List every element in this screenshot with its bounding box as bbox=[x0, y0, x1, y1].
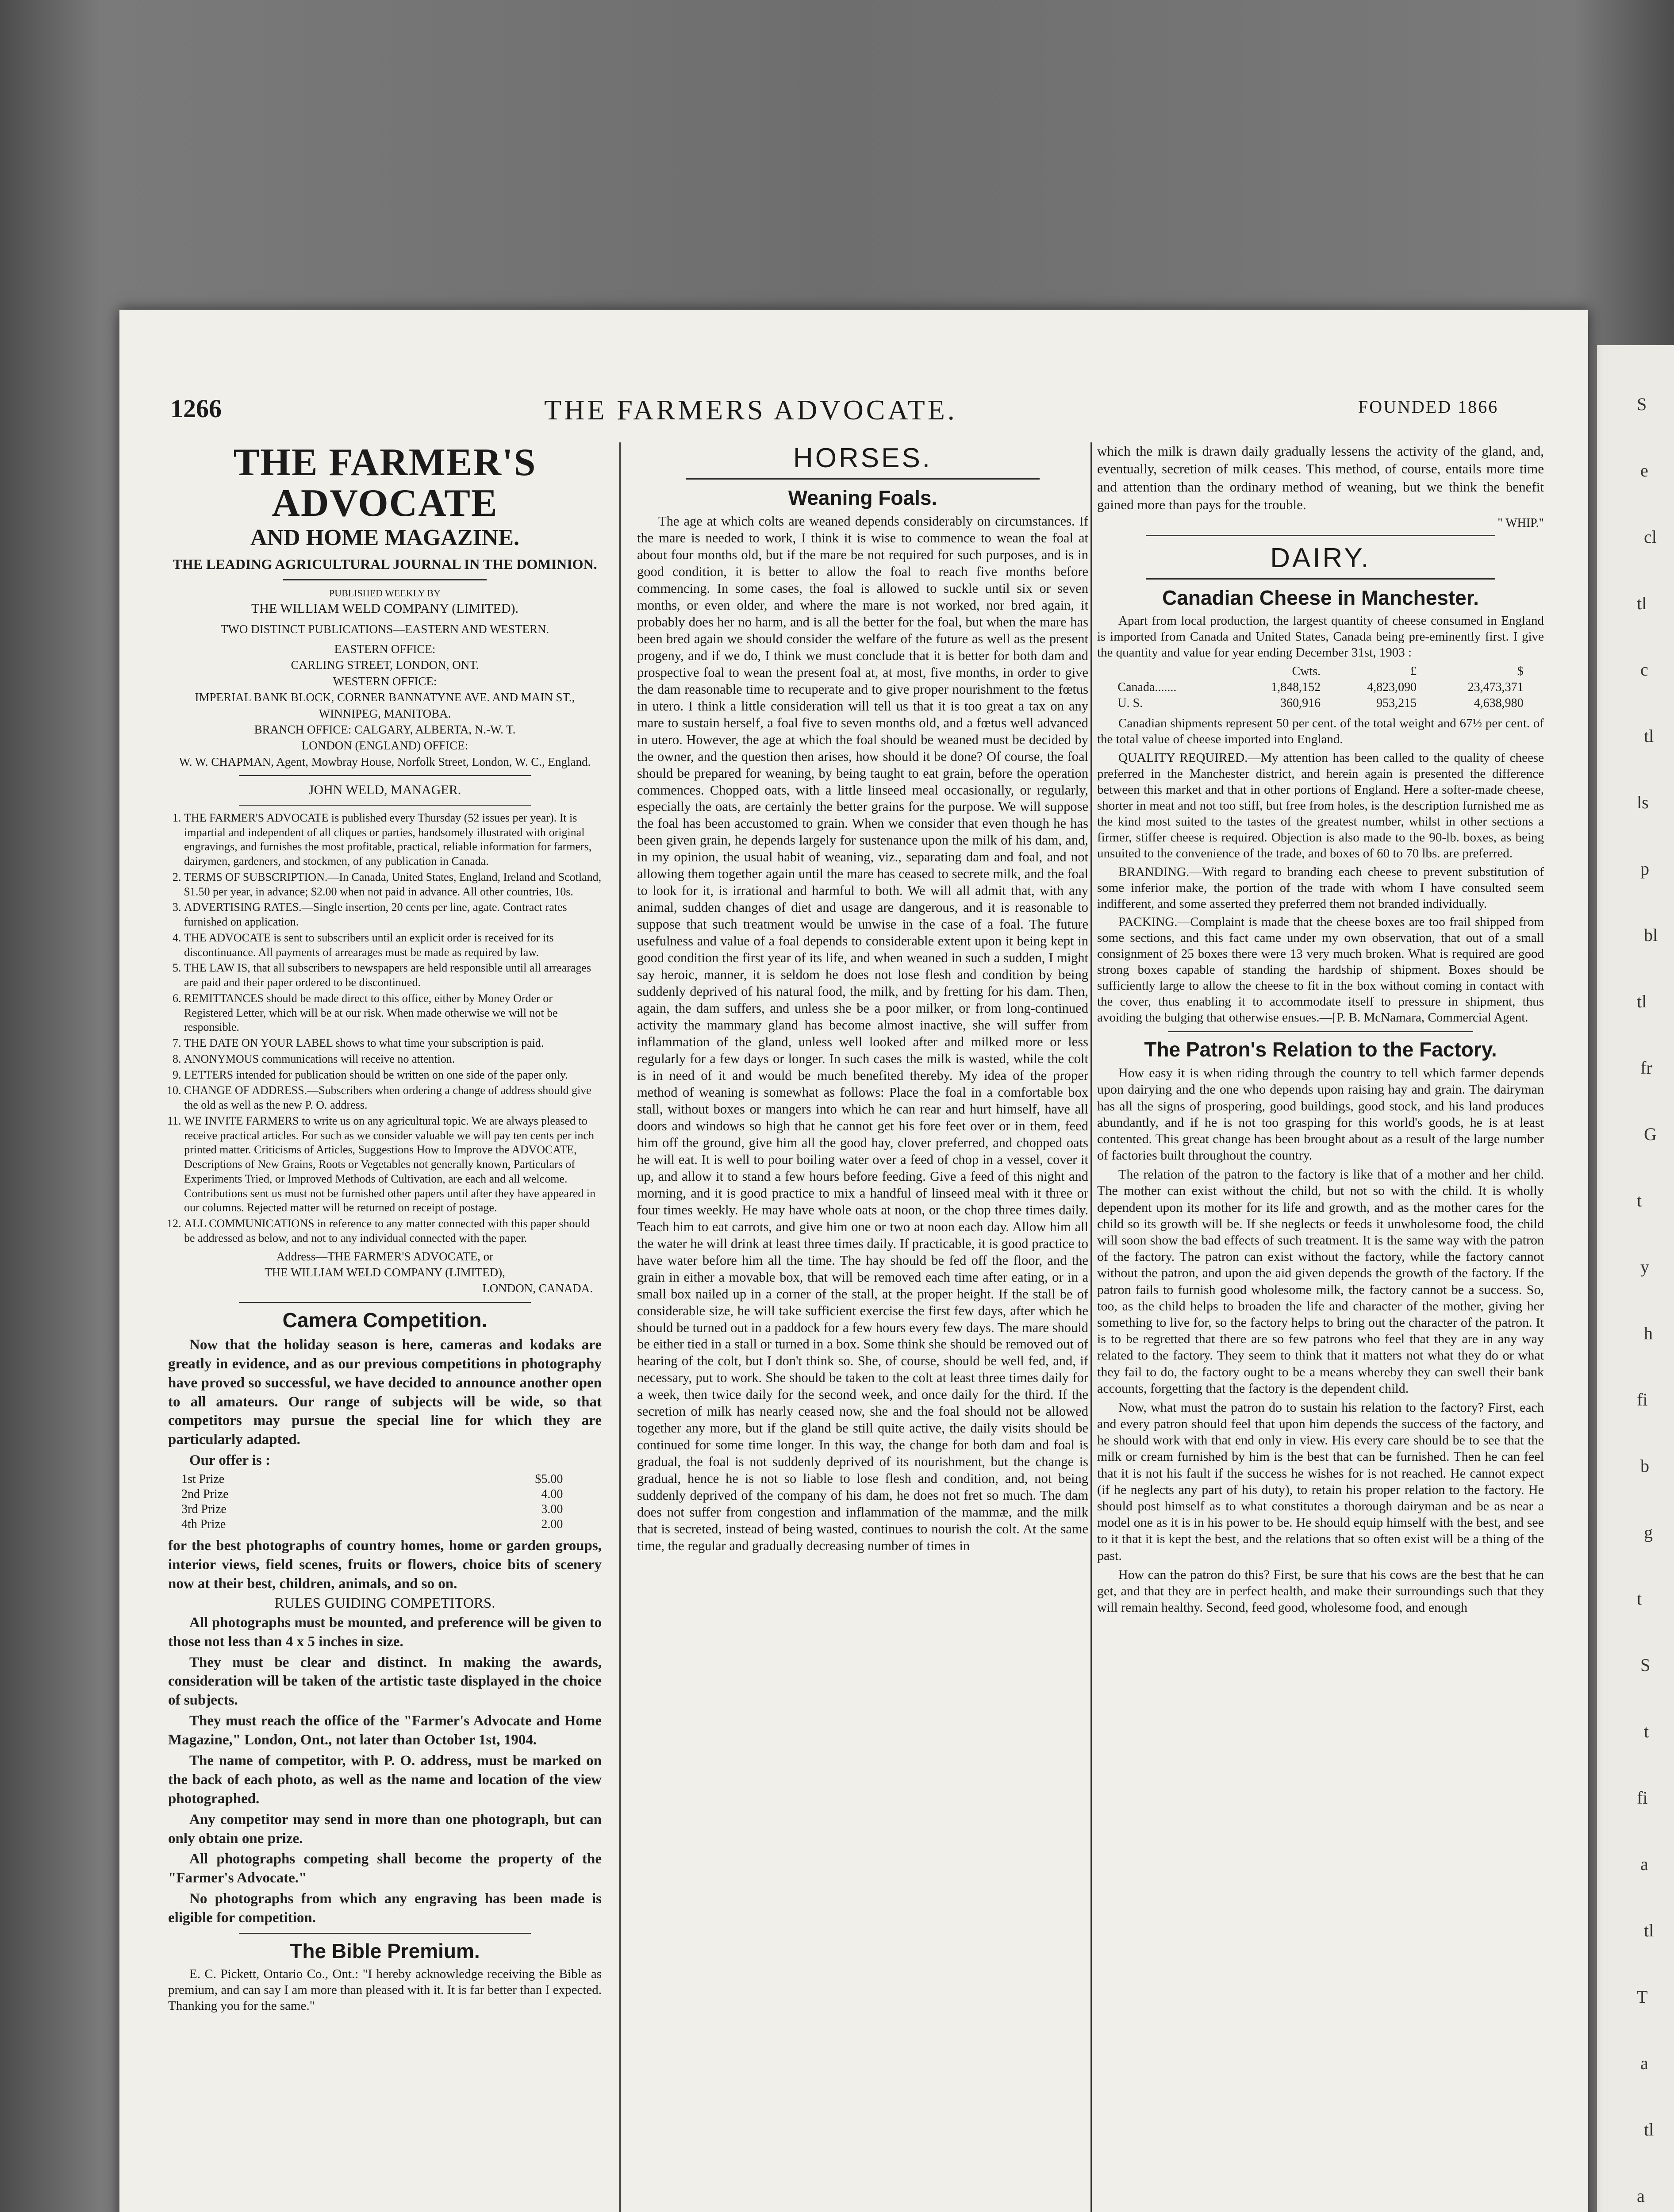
prize-value: $5.00 bbox=[535, 1472, 563, 1486]
eastern-office-address: CARLING STREET, LONDON, ONT. bbox=[291, 658, 479, 672]
masthead-tagline: THE LEADING AGRICULTURAL JOURNAL IN THE DOMINION. bbox=[173, 556, 597, 572]
table-cell: 953,215 bbox=[1376, 696, 1417, 710]
prize-table bbox=[181, 1472, 563, 1532]
terms-item: 11. WE INVITE FARMERS to write us on any agricultural topic. We are always pleased to receive practical articles. For such as we consider valuable we will pay ten cents per inch printed matter. Criticisms of Articles, Suggestions How to Improve the ADVOCATE, Descriptions of New Grains, Roots or Vegetables not generally known, Particulars of Experiments Tried, or Improved Methods of Cultivation, are each and all welcome. Contributions sent us must not be furnished other papers until after they have appeared in our columns. Rejected matter will be returned on receipt of postage. bbox=[184, 1114, 602, 1215]
prize-label: 3rd Prize bbox=[181, 1502, 227, 1517]
facing-page-fragment: tl bbox=[1644, 726, 1654, 746]
divider bbox=[1146, 535, 1495, 536]
camera-intro: Now that the holiday season is here, cameras and kodaks are greatly in evidence, and as our previous competitions in photography have proved so successful, we have decided to announce another open to all amateurs. Our range of subjects will be wide, so that competitors may pursue the special line for which they are particularly adapted. bbox=[168, 1336, 602, 1448]
prize-value: 4.00 bbox=[541, 1487, 563, 1502]
column-rule bbox=[619, 442, 621, 2212]
table-header: $ bbox=[1517, 664, 1524, 679]
column-right bbox=[1097, 442, 1544, 1618]
column-middle bbox=[637, 442, 1088, 1557]
eastern-office-label: EASTERN OFFICE: bbox=[334, 642, 436, 656]
masthead-title: THE FARMER'S ADVOCATE bbox=[233, 441, 537, 525]
facing-page-fragment: tl bbox=[1637, 593, 1647, 613]
published-by: PUBLISHED WEEKLY BY bbox=[329, 588, 441, 599]
weaning-continued: which the milk is drawn daily gradually lessens the activity of the gland, and, eventually, secretion of milk ceases. This method, of course, entails more time and attention than the ordinary method of weaning, but we think the benefit gained more than pays for the trouble. bbox=[1097, 443, 1544, 512]
facing-page-fragment: S bbox=[1640, 1655, 1651, 1675]
camera-offer: Our offer is : bbox=[189, 1452, 270, 1469]
divider bbox=[283, 579, 487, 580]
table-header-row bbox=[1115, 664, 1526, 680]
camera-purpose: for the best photographs of country homes, home or garden groups, interior views, field scenes, fruits or flowers, choice bits of scenery now at their best, children, animals, and so on. bbox=[168, 1538, 602, 1592]
cheese-intro: Apart from local production, the largest quantity of cheese consumed in England is imported from Canada and United States, Canada being pre-eminently first. I give the quantity and value for year ending December 31st, 1903 : bbox=[1097, 614, 1544, 660]
camera-rule: They must reach the office of the "Farmer's Advocate and Home Magazine," London, Ont., not later than October 1st, 1904. bbox=[168, 1713, 602, 1748]
terms-item: 9. LETTERS intended for publication should be written on one side of the paper only. bbox=[184, 1068, 602, 1083]
page-header bbox=[119, 394, 1588, 429]
founded-date: FOUNDED 1866 bbox=[1358, 397, 1499, 417]
terms-item: 1. THE FARMER'S ADVOCATE is published every Thursday (52 issues per year). It is impartial and independent of all cliques or parties, handsomely illustrated with original engravings, and furnishes the most profitable, practical, reliable information for farmers, dairymen, gardeners, and stockmen, of any publication in Canada. bbox=[184, 811, 602, 869]
facing-page-fragment: y bbox=[1640, 1257, 1649, 1277]
address-line: Address—THE FARMER'S ADVOCATE, or bbox=[276, 1249, 494, 1263]
bible-heading: The Bible Premium. bbox=[290, 1939, 480, 1963]
terms-item: 8. ANONYMOUS communications will receive no attention. bbox=[184, 1052, 602, 1067]
prize-label: 1st Prize bbox=[181, 1472, 225, 1486]
cheese-heading: Canadian Cheese in Manchester. bbox=[1162, 586, 1479, 610]
cheese-paragraph: Canadian shipments represent 50 per cent. of the total weight and 67½ per cent. of the total value of cheese imported into England. bbox=[1097, 716, 1544, 746]
divider bbox=[239, 775, 531, 776]
terms-item: 4. THE ADVOCATE is sent to subscribers until an explicit order is received for its discontinuance. All payments of arrearages must be made as required by law. bbox=[184, 931, 602, 960]
facing-page-fragment: g bbox=[1644, 1522, 1653, 1542]
section-title-horses: HORSES. bbox=[793, 443, 933, 473]
newspaper-page bbox=[119, 310, 1588, 2212]
table-cell: U. S. bbox=[1117, 696, 1143, 710]
masthead-subtitle: AND HOME MAGAZINE. bbox=[250, 525, 520, 550]
terms-item: 10. CHANGE OF ADDRESS.—Subscribers when ordering a change of address should give the old as well as the new P. O. address. bbox=[184, 1083, 602, 1113]
facing-page-edge bbox=[1597, 345, 1674, 2212]
publisher-company: THE WILLIAM WELD COMPANY (LIMITED). bbox=[251, 601, 519, 616]
column-left bbox=[168, 442, 602, 2017]
patron-paragraph: The relation of the patron to the factory is like that of a mother and her child. The mother can exist without the child, but not so with the child. It is wholly dependent upon its mother for its life and growth, and as the mother cares for the child so its growth will be. If she neglects or feeds it unwholesome food, the child will soon show the bad effects of such treatment. It is the same way with the patron of the factory. The patron can exist without the factory, while the factory cannot without the patron, and upon the aid given depends the growth of the factory. If the patron fails to furnish good wholesome milk, the factory cannot be a success. So, too, as the child helps to broaden the life and character of the mother, giving her something to live for, so the factory helps to bring out the character of the patron. It is to be regretted that there are so few patrons who feel that they are in any way related to the factory. They seem to think that it matters not what they do or what they fail to do, the factory ought to be a means whereby they can swell their bank accounts, forgetting that the factory is the dependent child. bbox=[1097, 1167, 1544, 1396]
terms-list bbox=[168, 811, 602, 1246]
prize-value: 3.00 bbox=[541, 1502, 563, 1517]
prize-row bbox=[181, 1517, 563, 1532]
facing-page-fragment: cl bbox=[1644, 527, 1657, 547]
terms-item: 12. ALL COMMUNICATIONS in reference to any matter connected with this paper should be addressed as below, and not to any individual connected with the paper. bbox=[184, 1217, 602, 1246]
facing-page-fragment: tl bbox=[1637, 991, 1647, 1011]
camera-rule: All photographs must be mounted, and preference will be given to those not less than 4 x 5 inches in size. bbox=[168, 1614, 602, 1650]
table-cell: 1,848,152 bbox=[1271, 680, 1321, 695]
weaning-heading: Weaning Foals. bbox=[788, 486, 937, 509]
terms-item: 7. THE DATE ON YOUR LABEL shows to what time your subscription is paid. bbox=[184, 1036, 602, 1051]
facing-page-fragment: t bbox=[1637, 1190, 1642, 1210]
divider bbox=[1168, 1031, 1473, 1032]
prize-row bbox=[181, 1502, 563, 1517]
patron-paragraph: How can the patron do this? First, be sure that his cows are the best that he can get, and that they are in perfect health, and make their surroundings such that they will remain healthy. Second, feed good, wholesome food, and enough bbox=[1097, 1567, 1544, 1615]
table-cell: 4,638,980 bbox=[1474, 696, 1524, 710]
address-line: THE WILLIAM WELD COMPANY (LIMITED), bbox=[265, 1265, 505, 1279]
prize-label: 4th Prize bbox=[181, 1517, 226, 1532]
manager: JOHN WELD, MANAGER. bbox=[308, 783, 461, 798]
facing-page-fragment: bl bbox=[1644, 925, 1658, 945]
divider bbox=[686, 478, 1040, 480]
cheese-table bbox=[1115, 664, 1526, 711]
prize-row bbox=[181, 1487, 563, 1502]
branch-office: BRANCH OFFICE: CALGARY, ALBERTA, N.-W. T. bbox=[254, 722, 516, 736]
facing-page-fragment: b bbox=[1640, 1456, 1649, 1476]
western-office-address: IMPERIAL BANK BLOCK, CORNER BANNATYNE AVE. AND MAIN ST., WINNIPEG, MANITOBA. bbox=[195, 691, 575, 720]
camera-rule: Any competitor may send in more than one photograph, but can only obtain one prize. bbox=[168, 1811, 602, 1847]
facing-page-fragment: a bbox=[1637, 2186, 1645, 2206]
divider bbox=[239, 1302, 531, 1303]
table-cell: Canada....... bbox=[1117, 680, 1177, 695]
cheese-paragraph: PACKING.—Complaint is made that the cheese boxes are too frail shipped from some sections, and this fact came under my own observation, that out of a small consignment of 25 boxes there were 13 very much broken. What is required are good strong boxes capable of standing the hardship of shipment. Boxes should be sufficiently large to allow the cheese to fit in the box without coming in contact with the cover, thus enabling it to accommodate itself to pressure in shipment, thus avoiding the bulging that otherwise ensues.—[P. B. McNamara, Commercial Agent. bbox=[1097, 915, 1544, 1025]
table-header: £ bbox=[1410, 664, 1417, 679]
facing-page-fragment: e bbox=[1640, 461, 1648, 480]
table-row bbox=[1115, 680, 1526, 695]
rules-heading: RULES GUIDING COMPETITORS. bbox=[274, 1595, 495, 1611]
prize-value: 2.00 bbox=[541, 1517, 563, 1532]
prize-row bbox=[181, 1472, 563, 1487]
address-line: LONDON, CANADA. bbox=[482, 1282, 593, 1295]
weaning-text: The age at which colts are weaned depends considerably on circumstances. If the mare is needed to work, I think it is wise to commence to wean the foal at about four months old, but if the mare be not required for such purposes, and is in good condition, it is better to allow the foal to reach five months before commencing. In some cases, the foal is allowed to suckle until six or seven months, or even older, and where the mare is not worked, nor bred again, it probably does her no harm, and is all the better for the foal, but when the mare has been bred again we should consider the welfare of the future as well as the present progeny, and if we do, I think we must conclude that it is better for both dam and prospective foal to wean the present foal at, at most, five months, in order to give the dam reasonable time to recuperate and to give proper nourishment to the fœtus in utero. I think a little consideration will tell us that it is too great a tax on any mare to sustain herself, a foal five to seven months old, and a fœtus well advanced in utero. However, the age at which the foal should be weaned must be decided by the owner, and the question then arises, how should it be done? Of course, the foal should be prepared for weaning, by being taught to eat grain, before the operation commences. Chopped oats, with a little linseed meal occasionally, or regularly, especially the oats, are certainly the better grains for the purpose. We will suppose the foal has been accustomed to grain. When we consider that even though he has been given grain, he depends largely for sustenance upon the milk of his dam, and, in my opinion, the usual habit of weaning, viz., separating dam and foal, and not allowing them together again until the mare has ceased to secrete milk, and the foal to look for it, is irrational and harmful to both. We will all admit that, with any animal, sudden changes of diet and usage are dangerous, and it is reasonable to suppose that such treatment would be unwise in the case of a foal. The future usefulness and value of a foal depends to considerable extent upon it being kept in good condition the first year of its life, and when weaned in such a sudden, I might say heroic, manner, it is seldom he does not lose flesh and condition by being suddenly deprived of his natural food, the milk, and by fretting for his dam. Then, again, the dam suffers, and unless she be a poor milker, or from long-continued activity the mammary gland has become almost inactive, she will suffer from inflammation of the gland, unless well looked after and milked more or less regularly for a few days or longer. In such cases the milk is wasted, while the colt is in need of it and would be much benefited thereby. My idea of the proper method of weaning is somewhat as follows: Place the foal in a comfortable box stall, without boxes or mangers into which he can rear and hurt himself, have all doors and windows so high that he cannot get his fore feet over or in them, feed him off the ground, give him all the good hay, clover preferred, and chopped oats he will eat. It is well to pour boiling water over a feed of chop in a vessel, cover it up, and allow it to stand a few hours before feeding. Give a feed of this night and morning, and it is good practice to mix a handful of linseed meal with it three or four times weekly. He may have whole oats at noon, or the chop three times daily. Teach him to eat carrots, and give him one or two at noon each day. Allow him all the water he will drink at least three times daily. If practicable, it is good practice to have water before him all the time. The hay should be fed off the floor, and the grain in either a movable box, that will be removed each time after eating, or in a small box nailed up in a corner of the stall, at the proper height. If the stall be of considerable size, he will take sufficient exercise the first few days, after which he should be turned out in a paddock for a few hours every few days. The mare should be either tied in a stall or turned in a box. Some think she should be removed out of hearing of the colt, but I don't think so. She, of course, should be well fed, and, if necessary, put to work. She should be taken to the colt at least three times daily for a week, then twice daily for the second week, and once daily for the third. If the secretion of milk has nearly ceased now, she and the foal should not be allowed together any more, but if the gland be still quite active, the daily visits should be continued for some time longer. In this way, the change for both dam and foal is gradual, the foal is not suddenly deprived of its nourishment, but the change is gradual, hence he is not so liable to lose flesh and condition, and, not being suddenly deprived of the company of his dam, he does not fret so much. The dam does not suffer from congestion and inflammation of the mammæ, and the milk that is secreted, instead of being wasted, continues to nourish the colt. At the same time, the regular and gradually decreasing number of times in bbox=[637, 514, 1088, 1554]
facing-page-fragment: a bbox=[1640, 1854, 1648, 1874]
table-cell: 360,916 bbox=[1280, 696, 1321, 710]
section-title-dairy: DAIRY. bbox=[1270, 543, 1371, 574]
table-header bbox=[1115, 664, 1227, 680]
divider bbox=[239, 1933, 531, 1934]
terms-item: 5. THE LAW IS, that all subscribers to newspapers are held responsible until all arrearages are paid and their paper ordered to be discontinued. bbox=[184, 961, 602, 990]
camera-heading: Camera Competition. bbox=[282, 1308, 488, 1332]
bible-text: E. C. Pickett, Ontario Co., Ont.: "I hereby acknowledge receiving the Bible as premium, and can say I am more than pleased with it. It is far better than I expected. Thanking you for the same." bbox=[168, 1967, 602, 2013]
camera-rule: The name of competitor, with P. O. address, must be marked on the back of each photo, as well as the name and location of the view photographed. bbox=[168, 1753, 602, 1807]
table-cell: 23,473,371 bbox=[1467, 680, 1524, 695]
terms-item: 6. REMITTANCES should be made direct to this office, either by Money Order or Registered Letter, which will be at our risk. When made otherwise we will not be responsible. bbox=[184, 991, 602, 1035]
camera-rule: They must be clear and distinct. In making the awards, consideration will be taken of the artistic taste displayed in the choice of subjects. bbox=[168, 1654, 602, 1709]
running-title: THE FARMERS ADVOCATE. bbox=[544, 394, 957, 426]
camera-rule: All photographs competing shall become the property of the "Farmer's Advocate." bbox=[168, 1851, 602, 1886]
facing-page-fragment: a bbox=[1640, 2053, 1648, 2073]
facing-page-fragment: G bbox=[1644, 1124, 1657, 1144]
column-rule bbox=[1090, 442, 1092, 2212]
cheese-paragraph: QUALITY REQUIRED.—My attention has been called to the quality of cheese preferred in the Manchester district, and herein again is presented the difference between this market and that in other portions of England. Here a softer-made cheese, shorter in meat and not too stiff, but free from holes, is the description furnished me as the kind most suited to the tastes of the greatest number, whilst in other sections a firmer, stiffer cheese is required. Objection is also made to the 90-lb. boxes, as being unsuited to the convenience of the trade, and boxes of 60 to 70 lbs. are preferred. bbox=[1097, 750, 1544, 860]
cheese-paragraph: BRANDING.—With regard to branding each cheese to prevent substitution of some inferior make, the portion of the trade with whom I have consulted seem indifferent, and some asserted they preferred them not branded individually. bbox=[1097, 864, 1544, 911]
facing-page-fragment: c bbox=[1640, 660, 1648, 680]
signature: " WHIP." bbox=[1497, 516, 1544, 530]
patron-paragraph: How easy it is when riding through the country to tell which farmer depends upon dairying and the one who depends upon raising hay and grain. The dairyman has all the signs of prospering, good buildings, good stock, and his land produces abundantly, and if he is not too grasping for this world's goods, he is at least contented. This great change has been brought about as a result of the large number of factories built throughout the country. bbox=[1097, 1066, 1544, 1163]
terms-item: 3. ADVERTISING RATES.—Single insertion, 20 cents per line, agate. Contract rates furnished on application. bbox=[184, 900, 602, 929]
patron-paragraph: Now, what must the patron do to sustain his relation to the factory? First, each and every patron should feel that upon him depends the success of the factory, and he should work with that end only in view. His every care should be to see that the milk or cream furnished by him is the best that can be furnished. Then he can feel that it is not his fault if the success he wishes for is not reached. He cannot expect (if he neglects any part of his duty), to retain his proper relation to the factory. He should post himself as to what constitutes a thorough dairyman and be as near a model one as it is in his power to be. He should equip himself with the best, and see to it that it is kept the best, and the relations that so often exist will be a thing of the past. bbox=[1097, 1400, 1544, 1563]
two-publications: TWO DISTINCT PUBLICATIONS—EASTERN AND WESTERN. bbox=[220, 622, 549, 636]
facing-page-fragment: t bbox=[1644, 1721, 1649, 1741]
western-office-label: WESTERN OFFICE: bbox=[333, 674, 437, 688]
facing-page-fragment: t bbox=[1637, 1589, 1642, 1609]
table-header: Cwts. bbox=[1292, 664, 1321, 679]
divider bbox=[239, 805, 531, 806]
london-office-address: W. W. CHAPMAN, Agent, Mowbray House, Norfolk Street, London, W. C., England. bbox=[179, 755, 591, 768]
facing-page-fragment: tl bbox=[1644, 2120, 1654, 2139]
terms-item: 2. TERMS OF SUBSCRIPTION.—In Canada, United States, England, Ireland and Scotland, $1.50 per year, in advance; $2.00 when not paid in advance. All other countries, 10s. bbox=[184, 870, 602, 899]
divider bbox=[1146, 578, 1495, 580]
facing-page-fragment: tl bbox=[1644, 1920, 1654, 1940]
london-office-label: LONDON (ENGLAND) OFFICE: bbox=[301, 739, 468, 753]
patron-heading: The Patron's Relation to the Factory. bbox=[1144, 1038, 1497, 1061]
facing-page-fragment: h bbox=[1644, 1323, 1653, 1343]
page-number: 1266 bbox=[170, 394, 222, 423]
table-cell: 4,823,090 bbox=[1367, 680, 1417, 695]
facing-page-fragment: S bbox=[1637, 394, 1647, 414]
prize-label: 2nd Prize bbox=[181, 1487, 229, 1502]
facing-page-fragment: T bbox=[1637, 1987, 1648, 2007]
facing-page-fragment: ls bbox=[1637, 792, 1649, 812]
facing-page-fragment: p bbox=[1640, 859, 1649, 879]
table-row bbox=[1115, 695, 1526, 711]
facing-page-fragment: fr bbox=[1640, 1058, 1652, 1078]
camera-rule: No photographs from which any engraving has been made is eligible for competition. bbox=[168, 1891, 602, 1926]
facing-page-fragment: fi bbox=[1637, 1390, 1648, 1409]
facing-page-fragment: fi bbox=[1637, 1788, 1648, 1808]
